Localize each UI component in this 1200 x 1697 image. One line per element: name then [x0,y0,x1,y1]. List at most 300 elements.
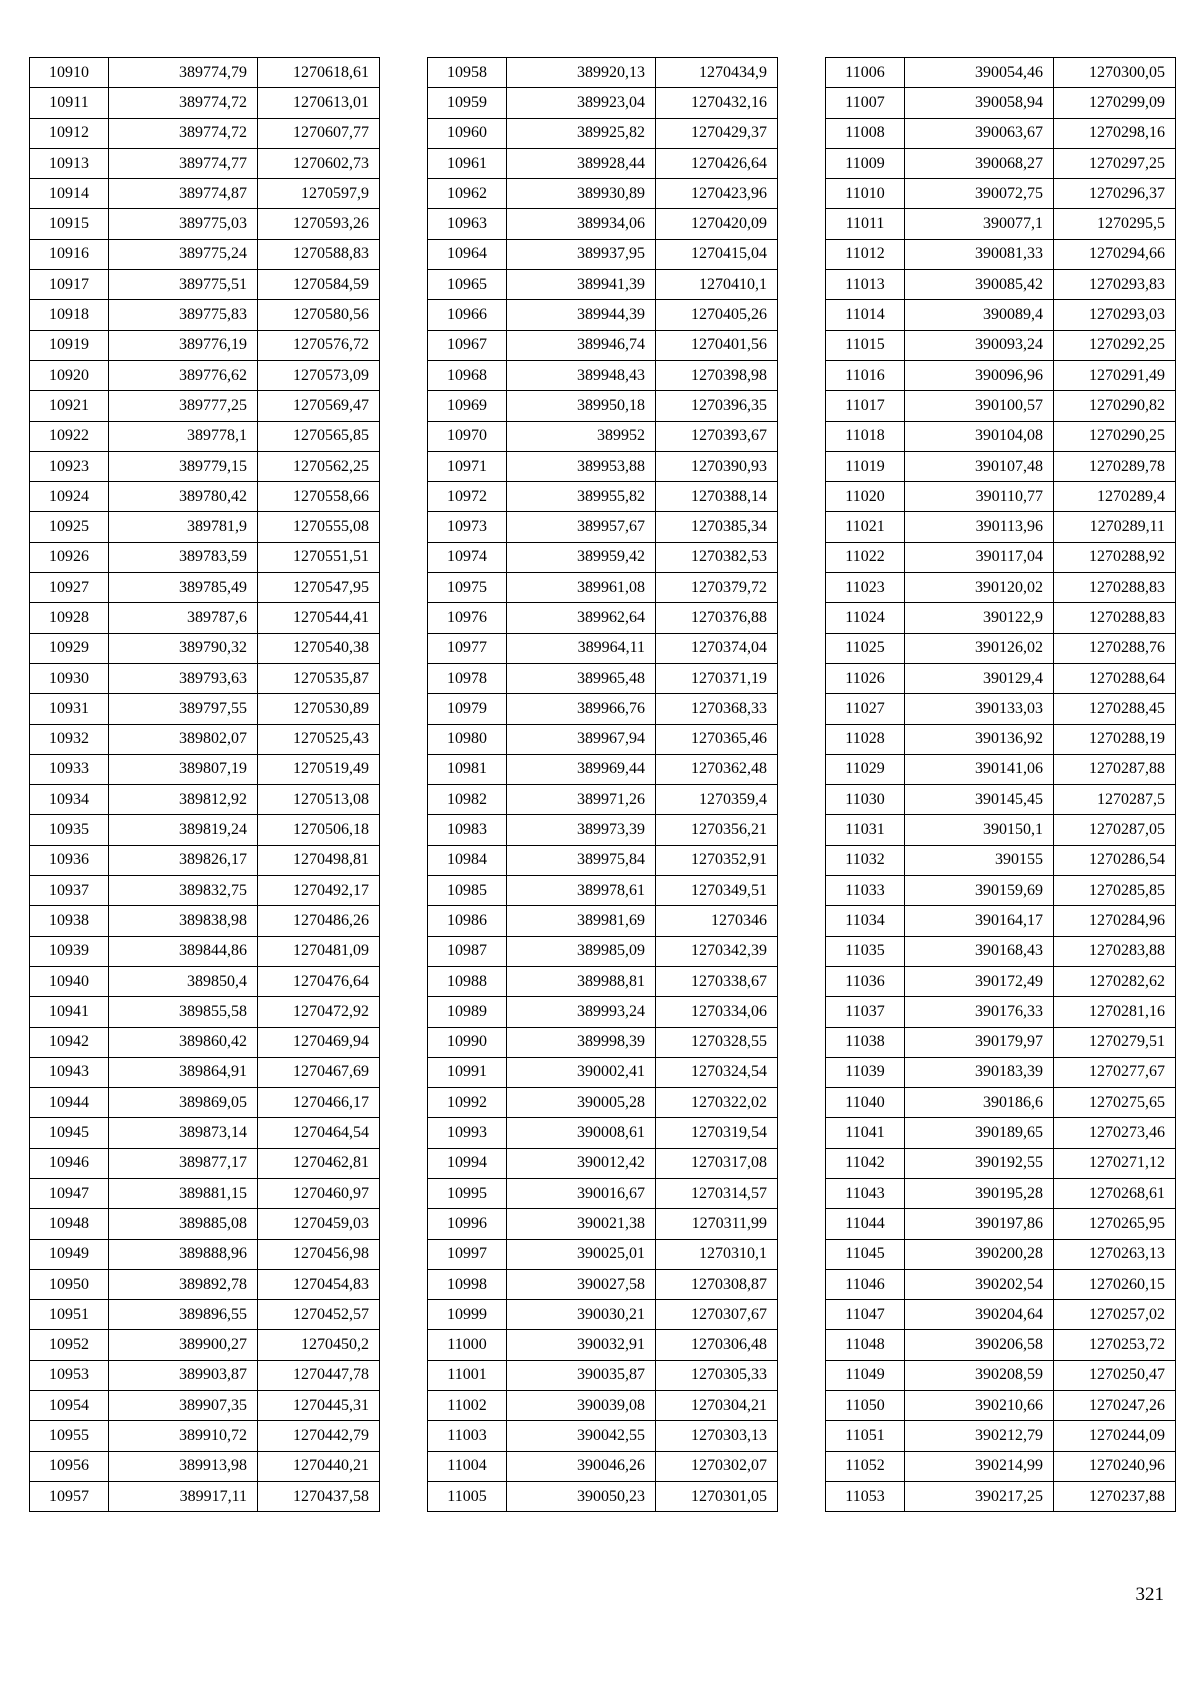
x-coordinate-cell: 389844,86 [109,936,258,966]
point-number-cell: 11001 [428,1360,507,1390]
x-coordinate-cell: 389860,42 [109,1027,258,1057]
table-row [30,542,380,572]
table-row [428,239,778,269]
y-coordinate-cell: 1270288,83 [1054,573,1176,603]
y-coordinate-cell: 1270250,47 [1054,1360,1176,1390]
y-coordinate-cell: 1270291,49 [1054,360,1176,390]
y-coordinate-cell: 1270328,55 [656,1027,778,1057]
x-coordinate-cell: 389787,6 [109,603,258,633]
x-coordinate-cell: 389777,25 [109,391,258,421]
x-coordinate-cell: 389832,75 [109,876,258,906]
x-coordinate-cell: 390027,58 [507,1269,656,1299]
table-row [826,421,1176,451]
point-number-cell: 10976 [428,603,507,633]
x-coordinate-cell: 390058,94 [905,88,1054,118]
y-coordinate-cell: 1270426,64 [656,148,778,178]
y-coordinate-cell: 1270460,97 [258,1178,380,1208]
table-row [30,906,380,936]
point-number-cell: 10954 [30,1391,109,1421]
x-coordinate-cell: 389937,95 [507,239,656,269]
y-coordinate-cell: 1270286,54 [1054,845,1176,875]
x-coordinate-cell: 389807,19 [109,754,258,784]
y-coordinate-cell: 1270352,91 [656,845,778,875]
y-coordinate-cell: 1270450,2 [258,1330,380,1360]
table-row [428,1330,778,1360]
table-row [826,936,1176,966]
table-row [428,936,778,966]
table-row [826,1481,1176,1511]
point-number-cell: 10977 [428,633,507,663]
point-number-cell: 11050 [826,1391,905,1421]
y-coordinate-cell: 1270268,61 [1054,1178,1176,1208]
y-coordinate-cell: 1270472,92 [258,997,380,1027]
point-number-cell: 10971 [428,451,507,481]
y-coordinate-cell: 1270289,11 [1054,512,1176,542]
y-coordinate-cell: 1270580,56 [258,300,380,330]
y-coordinate-cell: 1270405,26 [656,300,778,330]
point-number-cell: 10967 [428,330,507,360]
y-coordinate-cell: 1270247,26 [1054,1391,1176,1421]
table-row [428,1057,778,1087]
y-coordinate-cell: 1270544,41 [258,603,380,633]
page-number: 321 [1135,1584,1164,1605]
table-row [428,1209,778,1239]
y-coordinate-cell: 1270398,98 [656,360,778,390]
table-row [826,906,1176,936]
table-row [30,573,380,603]
point-number-cell: 11024 [826,603,905,633]
table-row [826,1178,1176,1208]
point-number-cell: 11034 [826,906,905,936]
point-number-cell: 11020 [826,482,905,512]
point-number-cell: 10949 [30,1239,109,1269]
y-coordinate-cell: 1270307,67 [656,1300,778,1330]
x-coordinate-cell: 389779,15 [109,451,258,481]
x-coordinate-cell: 389965,48 [507,663,656,693]
point-number-cell: 10962 [428,179,507,209]
table-row [428,179,778,209]
coordinates-table-1 [29,57,380,1512]
y-coordinate-cell: 1270319,54 [656,1118,778,1148]
table-row [30,1148,380,1178]
x-coordinate-cell: 389993,24 [507,997,656,1027]
x-coordinate-cell: 390126,02 [905,633,1054,663]
point-number-cell: 10978 [428,663,507,693]
x-coordinate-cell: 389950,18 [507,391,656,421]
point-number-cell: 11035 [826,936,905,966]
point-number-cell: 10961 [428,148,507,178]
point-number-cell: 10992 [428,1088,507,1118]
table-row [30,512,380,542]
y-coordinate-cell: 1270284,96 [1054,906,1176,936]
table-row [30,754,380,784]
x-coordinate-cell: 390145,45 [905,785,1054,815]
coordinates-table-3 [825,57,1176,1512]
table-row [826,512,1176,542]
x-coordinate-cell: 390183,39 [905,1057,1054,1087]
table-row [826,754,1176,784]
table-row [826,1057,1176,1087]
table-row [428,754,778,784]
table-row [428,330,778,360]
y-coordinate-cell: 1270423,96 [656,179,778,209]
point-number-cell: 11015 [826,330,905,360]
point-number-cell: 11023 [826,573,905,603]
table-row [30,1300,380,1330]
y-coordinate-cell: 1270271,12 [1054,1148,1176,1178]
point-number-cell: 10933 [30,754,109,784]
y-coordinate-cell: 1270296,37 [1054,179,1176,209]
x-coordinate-cell: 390110,77 [905,482,1054,512]
point-number-cell: 11033 [826,876,905,906]
point-number-cell: 10972 [428,482,507,512]
x-coordinate-cell: 390210,66 [905,1391,1054,1421]
y-coordinate-cell: 1270519,49 [258,754,380,784]
y-coordinate-cell: 1270306,48 [656,1330,778,1360]
point-number-cell: 10926 [30,542,109,572]
y-coordinate-cell: 1270273,46 [1054,1118,1176,1148]
point-number-cell: 10946 [30,1148,109,1178]
table-row [30,603,380,633]
x-coordinate-cell: 389981,69 [507,906,656,936]
table-row [30,391,380,421]
table-row [30,785,380,815]
y-coordinate-cell: 1270410,1 [656,270,778,300]
x-coordinate-cell: 390136,92 [905,724,1054,754]
point-number-cell: 11037 [826,997,905,1027]
y-coordinate-cell: 1270376,88 [656,603,778,633]
point-number-cell: 11008 [826,118,905,148]
x-coordinate-cell: 389934,06 [507,209,656,239]
y-coordinate-cell: 1270613,01 [258,88,380,118]
point-number-cell: 10913 [30,148,109,178]
x-coordinate-cell: 389973,39 [507,815,656,845]
table-row [826,239,1176,269]
x-coordinate-cell: 390008,61 [507,1118,656,1148]
x-coordinate-cell: 389900,27 [109,1330,258,1360]
table-row [826,1451,1176,1481]
x-coordinate-cell: 390042,55 [507,1421,656,1451]
point-number-cell: 10945 [30,1118,109,1148]
y-coordinate-cell: 1270447,78 [258,1360,380,1390]
point-number-cell: 10943 [30,1057,109,1087]
x-coordinate-cell: 389877,17 [109,1148,258,1178]
table-row [30,966,380,996]
table-row [428,1027,778,1057]
point-number-cell: 10950 [30,1269,109,1299]
x-coordinate-cell: 390212,79 [905,1421,1054,1451]
point-number-cell: 11010 [826,179,905,209]
y-coordinate-cell: 1270283,88 [1054,936,1176,966]
x-coordinate-cell: 389776,19 [109,330,258,360]
point-number-cell: 11022 [826,542,905,572]
x-coordinate-cell: 389776,62 [109,360,258,390]
x-coordinate-cell: 390050,23 [507,1481,656,1511]
table-row [826,542,1176,572]
point-number-cell: 10920 [30,360,109,390]
y-coordinate-cell: 1270498,81 [258,845,380,875]
x-coordinate-cell: 390002,41 [507,1057,656,1087]
y-coordinate-cell: 1270597,9 [258,179,380,209]
table-row [826,118,1176,148]
y-coordinate-cell: 1270290,25 [1054,421,1176,451]
x-coordinate-cell: 390072,75 [905,179,1054,209]
table-row [30,1118,380,1148]
table-row [826,845,1176,875]
x-coordinate-cell: 389774,72 [109,118,258,148]
table-row [428,58,778,88]
point-number-cell: 10998 [428,1269,507,1299]
x-coordinate-cell: 389774,72 [109,88,258,118]
table-row [30,1421,380,1451]
x-coordinate-cell: 389903,87 [109,1360,258,1390]
point-number-cell: 10980 [428,724,507,754]
point-number-cell: 11007 [826,88,905,118]
point-number-cell: 10924 [30,482,109,512]
x-coordinate-cell: 390032,91 [507,1330,656,1360]
point-number-cell: 10923 [30,451,109,481]
x-coordinate-cell: 389930,89 [507,179,656,209]
x-coordinate-cell: 389785,49 [109,573,258,603]
point-number-cell: 10937 [30,876,109,906]
x-coordinate-cell: 389855,58 [109,997,258,1027]
y-coordinate-cell: 1270535,87 [258,663,380,693]
x-coordinate-cell: 390117,04 [905,542,1054,572]
x-coordinate-cell: 389780,42 [109,482,258,512]
table-row [428,1088,778,1118]
table-row [428,88,778,118]
table-row [428,603,778,633]
point-number-cell: 11053 [826,1481,905,1511]
x-coordinate-cell: 389913,98 [109,1451,258,1481]
x-coordinate-cell: 389969,44 [507,754,656,784]
table-row [30,239,380,269]
x-coordinate-cell: 390189,65 [905,1118,1054,1148]
y-coordinate-cell: 1270293,83 [1054,270,1176,300]
table-row [30,724,380,754]
x-coordinate-cell: 390021,38 [507,1209,656,1239]
x-coordinate-cell: 389802,07 [109,724,258,754]
y-coordinate-cell: 1270287,88 [1054,754,1176,784]
table-row [30,270,380,300]
point-number-cell: 10985 [428,876,507,906]
point-number-cell: 10942 [30,1027,109,1057]
table-row [826,694,1176,724]
y-coordinate-cell: 1270285,85 [1054,876,1176,906]
table-row [428,633,778,663]
x-coordinate-cell: 389774,77 [109,148,258,178]
table-row [428,542,778,572]
point-number-cell: 10960 [428,118,507,148]
point-number-cell: 11044 [826,1209,905,1239]
x-coordinate-cell: 389959,42 [507,542,656,572]
x-coordinate-cell: 389775,03 [109,209,258,239]
table-row [826,360,1176,390]
table-row [428,1118,778,1148]
x-coordinate-cell: 389923,04 [507,88,656,118]
x-coordinate-cell: 389944,39 [507,300,656,330]
x-coordinate-cell: 390133,03 [905,694,1054,724]
x-coordinate-cell: 389790,32 [109,633,258,663]
table-row [826,1027,1176,1057]
y-coordinate-cell: 1270298,16 [1054,118,1176,148]
y-coordinate-cell: 1270565,85 [258,421,380,451]
point-number-cell: 11000 [428,1330,507,1360]
x-coordinate-cell: 390016,67 [507,1178,656,1208]
y-coordinate-cell: 1270253,72 [1054,1330,1176,1360]
point-number-cell: 11009 [826,148,905,178]
y-coordinate-cell: 1270308,87 [656,1269,778,1299]
x-coordinate-cell: 390089,4 [905,300,1054,330]
y-coordinate-cell: 1270429,37 [656,118,778,148]
point-number-cell: 10997 [428,1239,507,1269]
x-coordinate-cell: 390077,1 [905,209,1054,239]
x-coordinate-cell: 389910,72 [109,1421,258,1451]
x-coordinate-cell: 389819,24 [109,815,258,845]
table-row [826,1360,1176,1390]
point-number-cell: 11048 [826,1330,905,1360]
point-number-cell: 10969 [428,391,507,421]
table-row [428,482,778,512]
x-coordinate-cell: 390025,01 [507,1239,656,1269]
table-row [428,906,778,936]
point-number-cell: 10910 [30,58,109,88]
y-coordinate-cell: 1270547,95 [258,573,380,603]
x-coordinate-cell: 390093,24 [905,330,1054,360]
y-coordinate-cell: 1270576,72 [258,330,380,360]
y-coordinate-cell: 1270237,88 [1054,1481,1176,1511]
point-number-cell: 11005 [428,1481,507,1511]
point-number-cell: 10915 [30,209,109,239]
point-number-cell: 10912 [30,118,109,148]
table-row [826,451,1176,481]
point-number-cell: 11049 [826,1360,905,1390]
table-row [428,1421,778,1451]
point-number-cell: 10990 [428,1027,507,1057]
table-row [30,118,380,148]
y-coordinate-cell: 1270289,78 [1054,451,1176,481]
x-coordinate-cell: 390202,54 [905,1269,1054,1299]
x-coordinate-cell: 389783,59 [109,542,258,572]
y-coordinate-cell: 1270588,83 [258,239,380,269]
table-row [826,724,1176,754]
y-coordinate-cell: 1270388,14 [656,482,778,512]
y-coordinate-cell: 1270304,21 [656,1391,778,1421]
table-row [30,663,380,693]
point-number-cell: 10932 [30,724,109,754]
table-row [826,1239,1176,1269]
table-row [428,1451,778,1481]
y-coordinate-cell: 1270558,66 [258,482,380,512]
x-coordinate-cell: 390063,67 [905,118,1054,148]
point-number-cell: 10996 [428,1209,507,1239]
point-number-cell: 10964 [428,239,507,269]
point-number-cell: 11026 [826,663,905,693]
x-coordinate-cell: 389917,11 [109,1481,258,1511]
point-number-cell: 10981 [428,754,507,784]
table-row [428,451,778,481]
y-coordinate-cell: 1270334,06 [656,997,778,1027]
x-coordinate-cell: 389869,05 [109,1088,258,1118]
x-coordinate-cell: 389998,39 [507,1027,656,1057]
y-coordinate-cell: 1270317,08 [656,1148,778,1178]
point-number-cell: 11043 [826,1178,905,1208]
point-number-cell: 10987 [428,936,507,966]
table-row [826,270,1176,300]
x-coordinate-cell: 390005,28 [507,1088,656,1118]
point-number-cell: 10918 [30,300,109,330]
point-number-cell: 10936 [30,845,109,875]
x-coordinate-cell: 389961,08 [507,573,656,603]
y-coordinate-cell: 1270279,51 [1054,1027,1176,1057]
y-coordinate-cell: 1270513,08 [258,785,380,815]
x-coordinate-cell: 390129,4 [905,663,1054,693]
table-row [30,58,380,88]
y-coordinate-cell: 1270287,5 [1054,785,1176,815]
y-coordinate-cell: 1270257,02 [1054,1300,1176,1330]
y-coordinate-cell: 1270288,76 [1054,633,1176,663]
y-coordinate-cell: 1270584,59 [258,270,380,300]
table-row [428,1148,778,1178]
y-coordinate-cell: 1270240,96 [1054,1451,1176,1481]
y-coordinate-cell: 1270415,04 [656,239,778,269]
point-number-cell: 10965 [428,270,507,300]
y-coordinate-cell: 1270342,39 [656,936,778,966]
point-number-cell: 10956 [30,1451,109,1481]
point-number-cell: 11040 [826,1088,905,1118]
x-coordinate-cell: 390204,64 [905,1300,1054,1330]
point-number-cell: 10941 [30,997,109,1027]
table-row [428,876,778,906]
table-row [428,1360,778,1390]
x-coordinate-cell: 390100,57 [905,391,1054,421]
x-coordinate-cell: 390039,08 [507,1391,656,1421]
y-coordinate-cell: 1270295,5 [1054,209,1176,239]
y-coordinate-cell: 1270346 [656,906,778,936]
x-coordinate-cell: 389967,94 [507,724,656,754]
table-row [826,300,1176,330]
table-row [826,148,1176,178]
point-number-cell: 11030 [826,785,905,815]
x-coordinate-cell: 390217,25 [905,1481,1054,1511]
y-coordinate-cell: 1270371,19 [656,663,778,693]
x-coordinate-cell: 389928,44 [507,148,656,178]
point-number-cell: 11016 [826,360,905,390]
y-coordinate-cell: 1270287,05 [1054,815,1176,845]
x-coordinate-cell: 389885,08 [109,1209,258,1239]
table-row [826,391,1176,421]
y-coordinate-cell: 1270476,64 [258,966,380,996]
x-coordinate-cell: 390195,28 [905,1178,1054,1208]
point-number-cell: 11041 [826,1118,905,1148]
point-number-cell: 10914 [30,179,109,209]
table-row [30,148,380,178]
table-row [428,360,778,390]
x-coordinate-cell: 390120,02 [905,573,1054,603]
point-number-cell: 10994 [428,1148,507,1178]
point-number-cell: 11028 [826,724,905,754]
y-coordinate-cell: 1270349,51 [656,876,778,906]
table-row [826,482,1176,512]
y-coordinate-cell: 1270440,21 [258,1451,380,1481]
y-coordinate-cell: 1270618,61 [258,58,380,88]
point-number-cell: 11036 [826,966,905,996]
y-coordinate-cell: 1270442,79 [258,1421,380,1451]
table-row [428,148,778,178]
x-coordinate-cell: 390214,99 [905,1451,1054,1481]
point-number-cell: 10940 [30,966,109,996]
point-number-cell: 10982 [428,785,507,815]
